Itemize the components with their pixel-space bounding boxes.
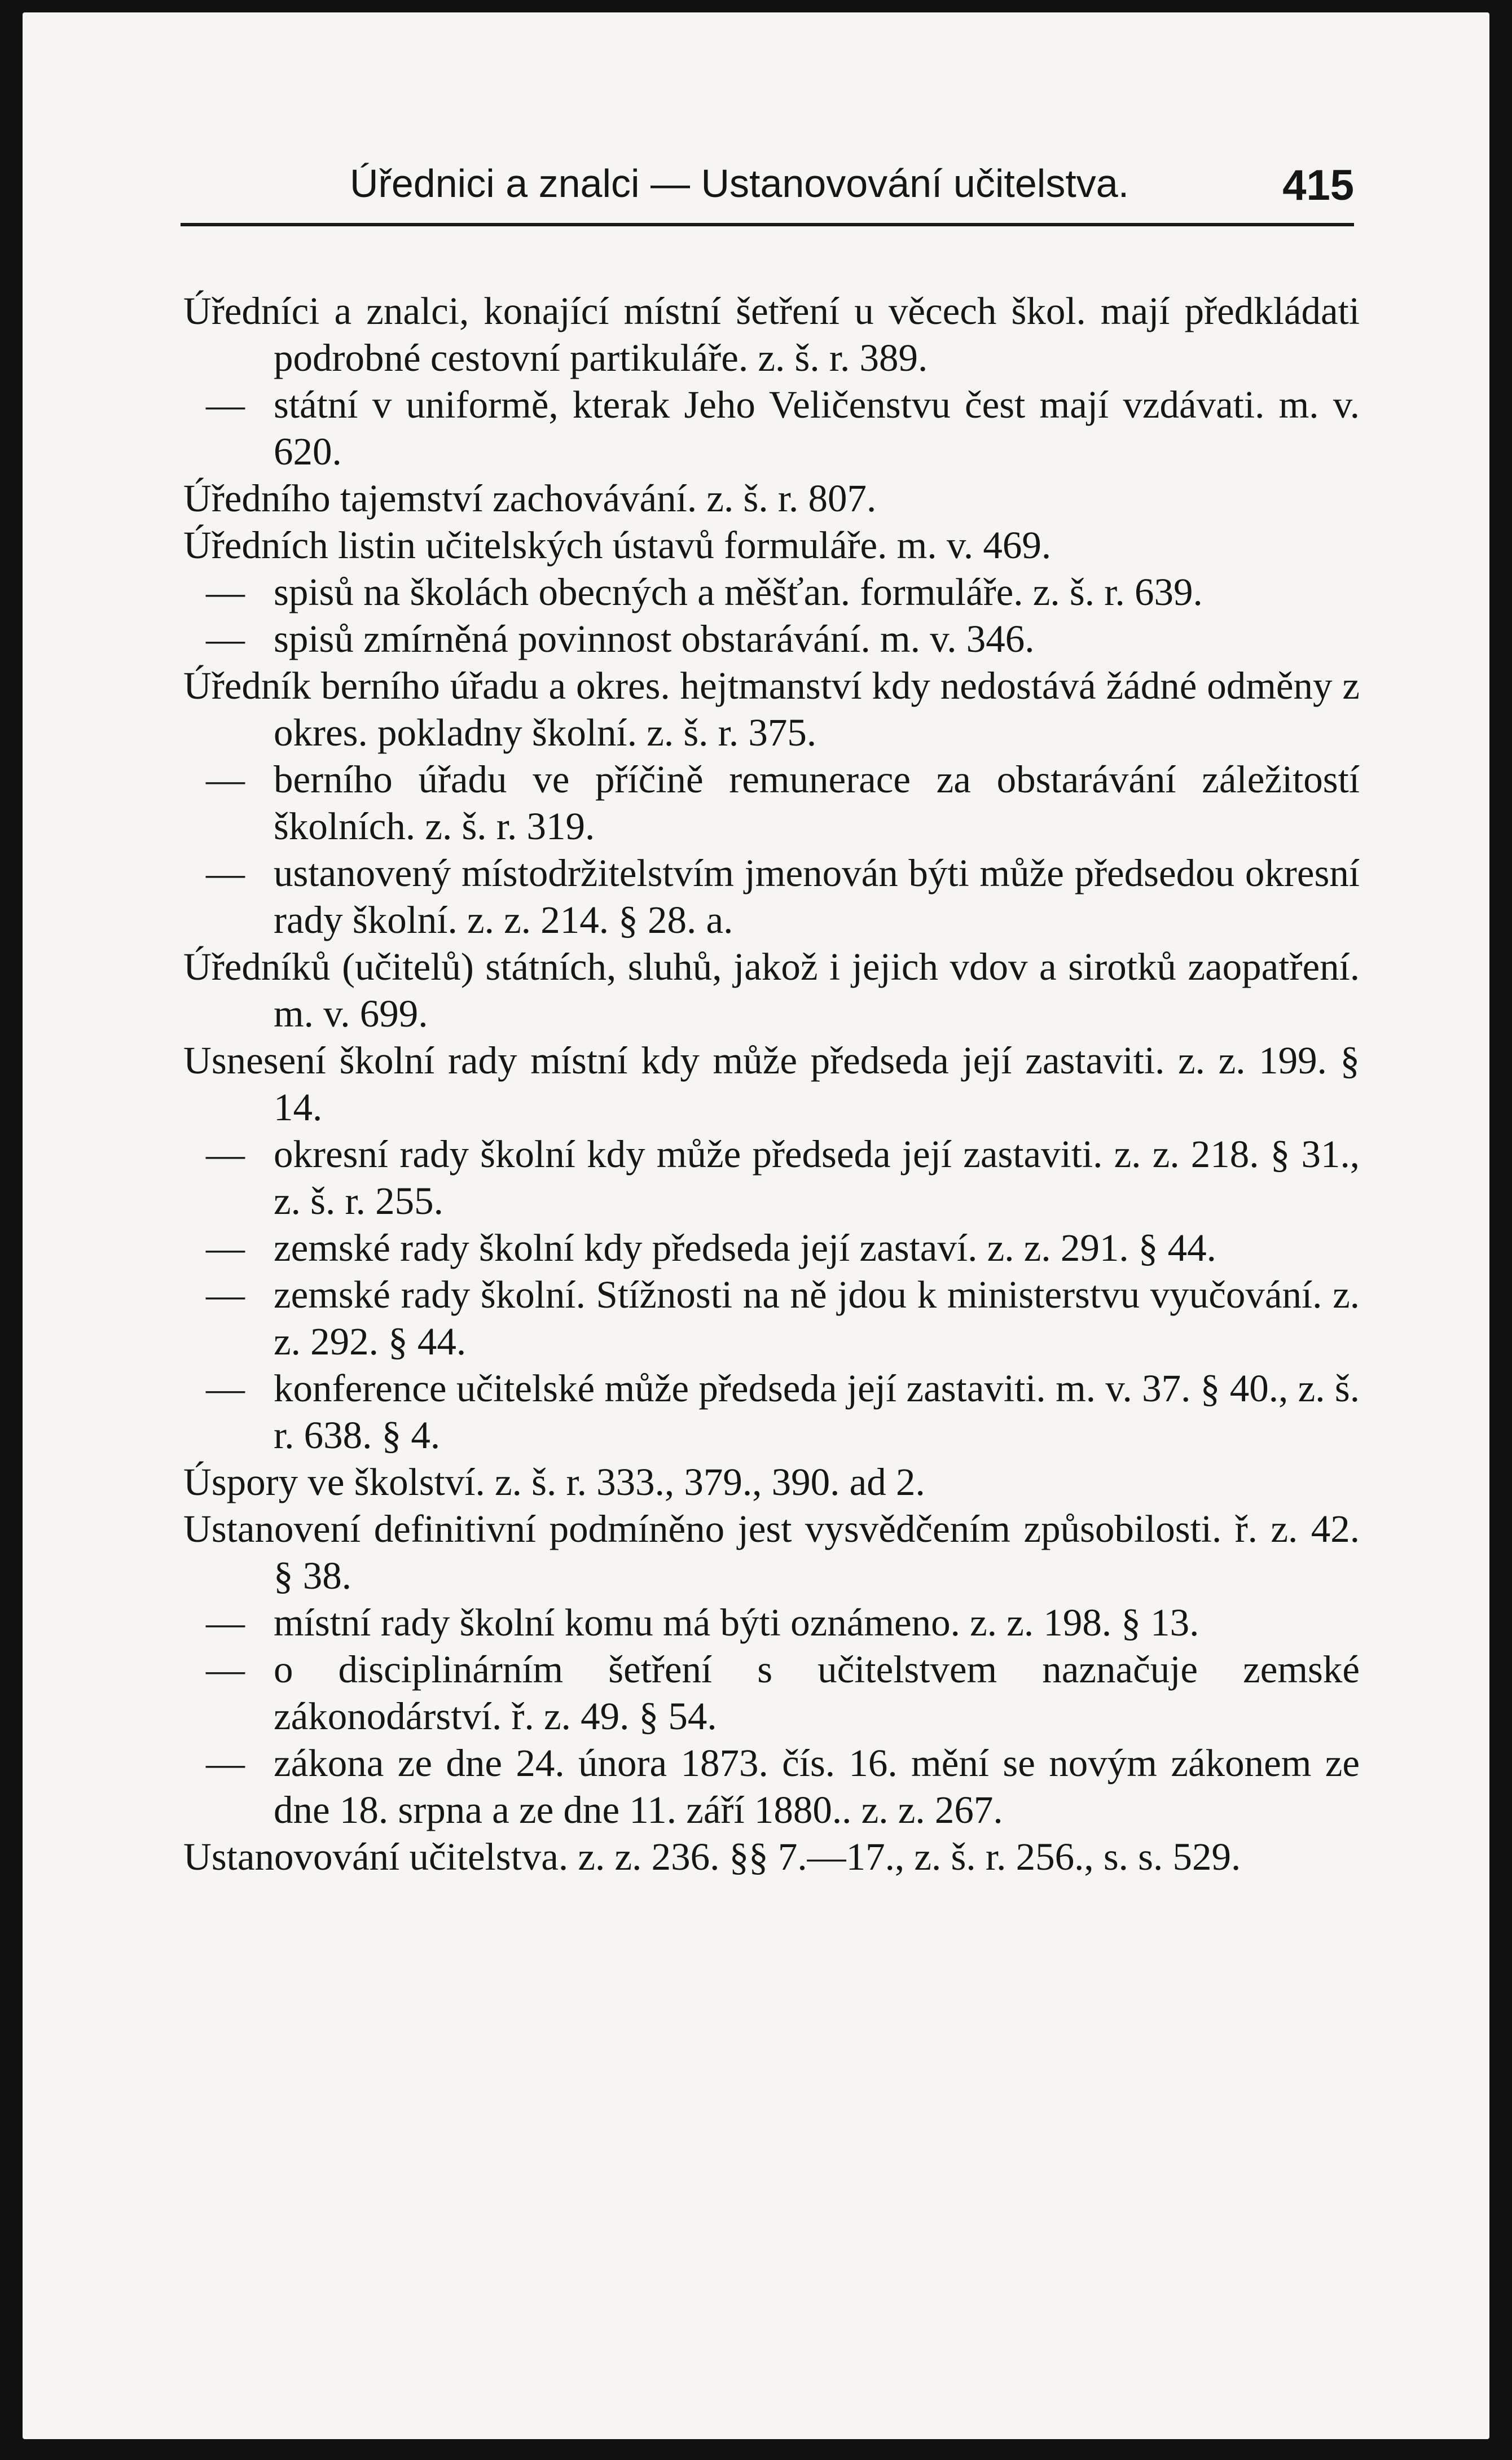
index-entry: [183, 663, 1360, 756]
index-entry: [183, 1037, 1360, 1131]
entry-dash: —: [206, 617, 245, 660]
entry-dash: —: [206, 1133, 245, 1176]
entry-text: Úředníci a znalci, konající místní šetření u věcech škol. mají předkládati podrobné cestovní partikuláře. z. š. r. 389.: [183, 290, 1360, 379]
entry-text: zemské rady školní. Stížnosti na ně jdou k ministerstvu vyučování. z. z. 292. § 44.: [274, 1273, 1360, 1363]
index-subentry: [183, 382, 1360, 475]
entry-text: Úředník berního úřadu a okres. hejtmanství kdy nedostává žádné odměny z okres. pokladny školní. z. š. r. 375.: [183, 664, 1360, 754]
page-header: [181, 161, 1354, 223]
index-subentry: [183, 756, 1360, 850]
entry-dash: —: [206, 383, 245, 426]
entry-text: státní v uniformě, kterak Jeho Veličenstvu čest mají vzdávati. m. v. 620.: [274, 383, 1360, 473]
entry-text: místní rady školní komu má býti oznámeno. z. z. 198. § 13.: [274, 1601, 1199, 1644]
entry-text: Úředního tajemství zachovávání. z. š. r. 807.: [183, 477, 877, 520]
running-title: Úřednici a znalci — Ustanovování učitelstva.: [350, 161, 1129, 205]
index-subentry: [183, 1599, 1360, 1646]
entry-text: Usnesení školní rady místní kdy může předseda její zastaviti. z. z. 199. § 14.: [183, 1039, 1360, 1129]
entry-dash: —: [206, 1367, 245, 1410]
entry-text: zákona ze dne 24. února 1873. čís. 16. mění se novým zákonem ze dne 18. srpna a ze dne 11. září 1880.. z. z. 267.: [274, 1742, 1360, 1831]
index-entry: [183, 288, 1360, 382]
entry-dash: —: [206, 1742, 245, 1784]
entry-text: berního úřadu ve příčině remunerace za obstarávání záležitostí školních. z. š. r. 319.: [274, 758, 1360, 848]
index-subentry: [183, 1225, 1360, 1271]
entry-text: Úspory ve školství. z. š. r. 333., 379., 390. ad 2.: [183, 1461, 925, 1503]
entry-text: o disciplinárním šetření s učitelstvem naznačuje zemské zákonodárství. ř. z. 49. § 54.: [274, 1648, 1360, 1738]
header-rule: [181, 223, 1354, 226]
index-subentry: [183, 569, 1360, 616]
entry-dash: —: [206, 852, 245, 894]
index-subentry: [183, 1646, 1360, 1740]
index-entry: [183, 522, 1360, 569]
entry-dash: —: [206, 1648, 245, 1691]
entry-dash: —: [206, 571, 245, 613]
entry-text: ustanovený místodržitelstvím jmenován býti může předsedou okresní rady školní. z. z. 214. § 28. a.: [274, 852, 1360, 941]
index-entry: [183, 944, 1360, 1037]
entry-dash: —: [206, 758, 245, 801]
entry-text: Úředníků (učitelů) státních, sluhů, jakož i jejich vdov a sirotků zaopatření. m. v. 699.: [183, 945, 1360, 1035]
index-entry: [183, 1506, 1360, 1599]
index-subentry: [183, 1271, 1360, 1365]
entry-text: zemské rady školní kdy předseda její zastaví. z. z. 291. § 44.: [274, 1226, 1216, 1269]
entry-dash: —: [206, 1226, 245, 1269]
entry-text: spisů zmírněná povinnost obstarávání. m. v. 346.: [274, 617, 1035, 660]
entry-text: Ustanovování učitelstva. z. z. 236. §§ 7.—17., z. š. r. 256., s. s. 529.: [183, 1835, 1241, 1878]
index-subentry: [183, 1365, 1360, 1459]
entry-text: spisů na školách obecných a měšťan. formuláře. z. š. r. 639.: [274, 571, 1203, 613]
entry-text: konference učitelské může předseda její zastaviti. m. v. 37. § 40., z. š. r. 638. § 4.: [274, 1367, 1360, 1457]
index-subentry: [183, 850, 1360, 944]
index-subentry: [183, 1131, 1360, 1225]
index-entries: [183, 288, 1360, 1880]
entry-dash: —: [206, 1273, 245, 1316]
index-subentry: [183, 1740, 1360, 1834]
entry-text: Úředních listin učitelských ústavů formuláře. m. v. 469.: [183, 524, 1052, 567]
index-subentry: [183, 616, 1360, 663]
index-entry: [183, 1834, 1360, 1880]
entry-text: Ustanovení definitivní podmíněno jest vysvědčením způsobilosti. ř. z. 42. § 38.: [183, 1507, 1360, 1597]
entry-dash: —: [206, 1601, 245, 1644]
entry-text: okresní rady školní kdy může předseda její zastaviti. z. z. 218. § 31., z. š. r. 255.: [274, 1133, 1360, 1222]
index-entry: [183, 1459, 1360, 1506]
page-number: 415: [1282, 161, 1354, 209]
index-entry: [183, 475, 1360, 522]
